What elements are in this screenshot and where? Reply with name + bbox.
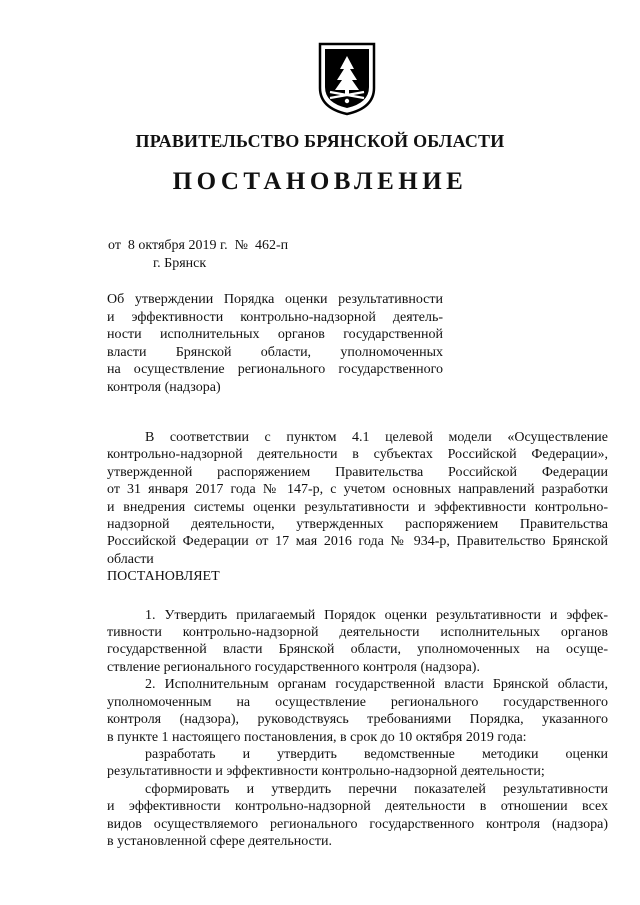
- title-line: ности исполнительных органов государственной: [107, 327, 443, 342]
- preamble-line: В соответствии с пунктом 4.1 целевой модели «Осуществление: [145, 430, 608, 445]
- title-line: контроля (надзора): [107, 379, 221, 395]
- preamble-line: и внедрения системы оценки результативности и эффективности контрольно-: [107, 499, 608, 515]
- preamble-line: утвержденной распоряжением Правительства Российской Федерации: [107, 464, 608, 480]
- subitem-2: [107, 781, 608, 851]
- item-line: государственной власти Брянской области, уполномоченных на осуще-: [107, 642, 608, 658]
- subitem-line: видов осуществляемого регионального государственного контроля (надзора): [107, 816, 608, 832]
- city: г. Брянск: [153, 256, 207, 271]
- subitem-line: сформировать и утвердить перечни показателей результативности: [145, 781, 608, 797]
- preamble-line: от 31 января 2017 года № 147-р, с учетом основных направлений разработки: [107, 482, 608, 498]
- item-1: [107, 607, 608, 677]
- item-line: в пункте 1 настоящего постановления, в срок до 10 октября 2019 года:: [107, 729, 527, 745]
- document-meta: [108, 237, 288, 273]
- subitem-line: результативности и эффективности контрольно-надзорной деятельности;: [107, 764, 545, 780]
- title-line: на осуществление регионального государственного: [107, 362, 443, 377]
- item-2: [107, 676, 608, 746]
- preamble-line: контрольно-надзорной деятельности в субъектах Российской Федерации»,: [107, 447, 608, 463]
- preamble-line: Российской Федерации от 17 мая 2016 года № 934-р, Правительство Брянской: [107, 534, 608, 550]
- document-body: [107, 429, 608, 850]
- document-type: ПОСТАНОВЛЕНИЕ: [172, 168, 468, 195]
- resolves-word: ПОСТАНОВЛЯЕТ: [107, 569, 220, 585]
- item-line: 1. Утвердить прилагаемый Порядок оценки результативности и эффек-: [145, 607, 608, 623]
- item-line: ствление регионального государственного контроля (надзора).: [107, 659, 480, 675]
- organization-name: ПРАВИТЕЛЬСТВО БРЯНСКОЙ ОБЛАСТИ: [135, 131, 505, 151]
- coat-of-arms-icon: [318, 42, 376, 116]
- preamble-line: области: [107, 551, 154, 567]
- preamble: [107, 429, 608, 568]
- date-number-line: от 8 октября 2019 г. № 462-п: [108, 238, 289, 253]
- title-line: Об утверждении Порядка оценки результативности: [107, 292, 443, 307]
- subitem-line: в установленной сфере деятельности.: [107, 833, 332, 849]
- subitem-line: разработать и утвердить ведомственные методики оценки: [145, 746, 608, 762]
- item-line: контроля (надзора), руководствуясь требованиями Порядка, указанного: [107, 712, 608, 728]
- subitem-line: и эффективности контрольно-надзорной деятельности в отношении всех: [107, 799, 608, 815]
- document-title: [107, 291, 443, 396]
- subitem-1: [107, 746, 608, 781]
- item-line: уполномоченным на осуществление регионального государственного: [107, 694, 608, 710]
- item-line: 2. Исполнительным органам государственной власти Брянской области,: [145, 677, 608, 693]
- title-line: и эффективности контрольно-надзорной деятель-: [107, 309, 443, 325]
- preamble-line: надзорной деятельности, утвержденных распоряжением Правительства: [107, 517, 608, 533]
- title-line: власти Брянской области, уполномоченных: [107, 344, 443, 360]
- item-line: тивности контрольно-надзорной деятельности исполнительных органов: [107, 625, 608, 641]
